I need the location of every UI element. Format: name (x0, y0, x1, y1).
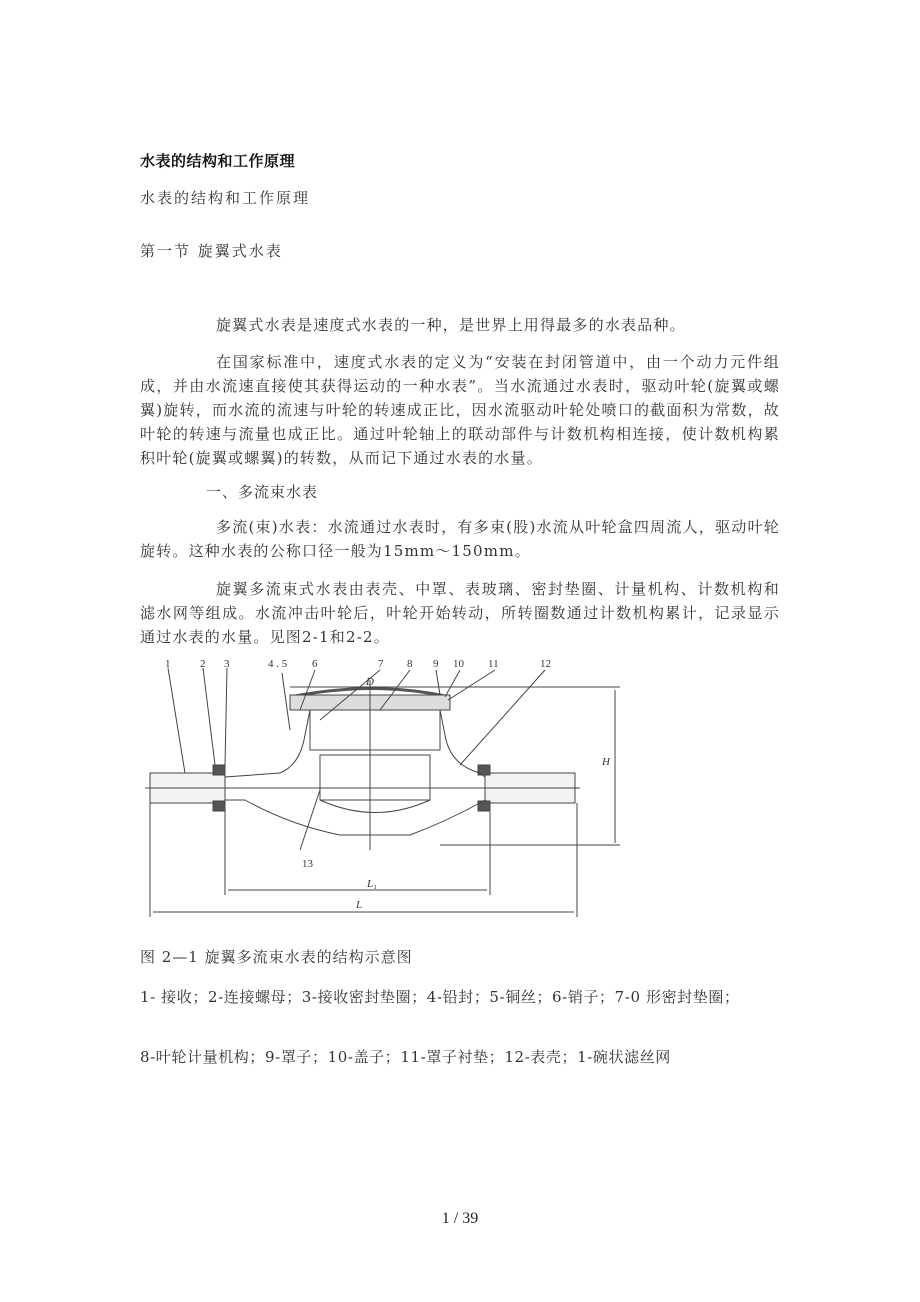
section-heading: 第一节 旋翼式水表 (140, 242, 283, 260)
subsection-heading: 一、多流束水表 (206, 483, 319, 501)
label-11: 11 (488, 658, 499, 670)
label-13: 13 (302, 858, 313, 870)
label-8: 8 (407, 658, 413, 670)
label-7: 7 (378, 658, 384, 670)
label-1: 1 (165, 658, 171, 670)
diagram-drawing (140, 655, 640, 925)
label-4-5: 4 . 5 (268, 658, 288, 670)
paragraph-multistream: 多流(束)水表：水流通过水表时，有多束(股)水流从叶轮盒四周流人，驱动叶轮旋转。这种水表的公称口径一般为15mm～150mm。 (140, 518, 780, 560)
paragraph-definition: 在国家标准中，速度式水表的定义为“安装在封闭管道中，由一个动力元件组成，并由水流速直接使其获得运动的一种水表”。当水流通过水表时，驱动叶轮(旋翼或螺翼)旋转，而水流的流速与叶轮的转速成正比，因水流驱动叶轮处喷口的截面积为常数，故叶轮的转速与流量也成正比。通过叶轮轴上的联动部件与计数机构相连接，使计数机构累积叶轮(旋翼或螺翼)的转数，从而记下通过水表的水量。 (140, 353, 780, 467)
paragraph-components: 旋翼多流束式水表由表壳、中罩、表玻璃、密封垫圈、计量机构、计数机构和滤水网等组成。水流冲击叶轮后，叶轮开始转动，所转圈数通过计数机构累计，记录显示通过水表的水量。见图2-1和2-2。 (140, 580, 780, 646)
label-10: 10 (453, 658, 464, 670)
label-3: 3 (224, 658, 230, 670)
dim-d: D (366, 676, 374, 688)
document-title: 水表的结构和工作原理 (140, 152, 296, 170)
document-subtitle: 水表的结构和工作原理 (140, 189, 311, 207)
figure-legend-line-2: 8-叶轮计量机构；9-罩子；10-盖子；11-罩子衬垫；12-表壳；1-碗状滤丝网 (140, 1048, 671, 1066)
label-9: 9 (433, 658, 439, 670)
figure-legend-line-1: 1- 接收；2-连接螺母；3-接收密封垫圈；4-铅封；5-铜丝；6-销子；7-0 形密封垫圈； (140, 988, 740, 1006)
label-6: 6 (312, 658, 318, 670)
paragraph-intro: 旋翼式水表是速度式水表的一种，是世界上用得最多的水表品种。 (216, 316, 686, 334)
figure-caption: 图 2—1 旋翼多流束水表的结构示意图 (140, 948, 413, 966)
label-12: 12 (540, 658, 551, 670)
dim-l1: L₁ (367, 878, 377, 890)
page-number: 1 / 39 (441, 1210, 479, 1227)
water-meter-diagram (140, 655, 640, 925)
dim-h: H (602, 756, 610, 768)
dim-l: L (356, 899, 363, 911)
label-2: 2 (200, 658, 206, 670)
